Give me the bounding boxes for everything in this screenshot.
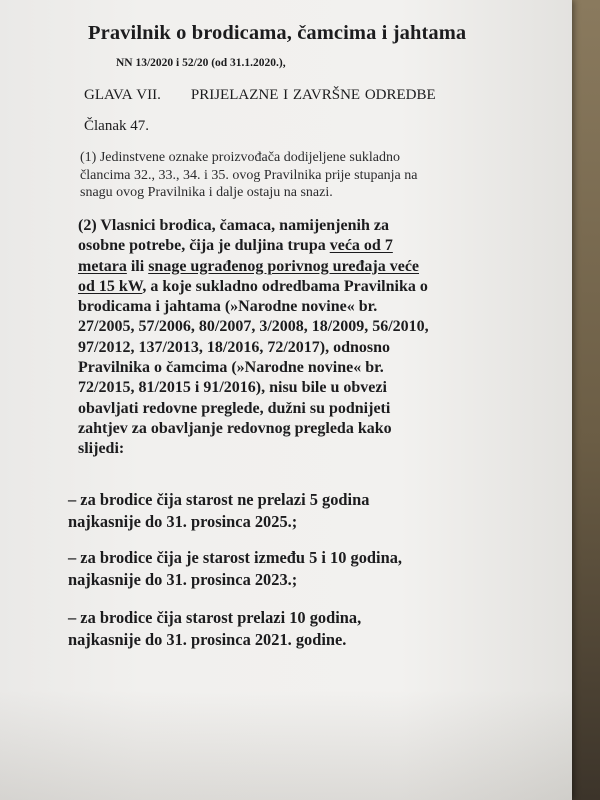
paragraph-2-line: 27/2005, 57/2006, 80/2007, 3/2008, 18/2009, 56/2010,: [78, 318, 429, 336]
list-item-line: – za brodice čija starost ne prelazi 5 godina: [68, 490, 370, 509]
list-item-deadline-2025: [68, 489, 508, 533]
paragraph-2-line: [78, 277, 508, 297]
paragraph-2-line: (2) Vlasnici brodica, čamaca, namijenjenih za: [78, 217, 389, 234]
list-item-line: najkasnije do 31. prosinca 2023.;: [68, 570, 298, 589]
paragraph-2-text: , a koje sukladno odredbama Pravilnika o: [142, 277, 428, 295]
list-item-deadline-2023: [68, 547, 508, 591]
underlined-length-condition: veća od 7: [329, 237, 393, 255]
paragraph-2-line: slijedi:: [78, 440, 125, 458]
chapter-title: PRIJELAZNE I ZAVRŠNE ODREDBE: [190, 87, 436, 103]
list-item-line: najkasnije do 31. prosinca 2025.;: [68, 512, 298, 531]
paragraph-2-text: ili: [126, 257, 149, 275]
paragraph-2-line: brodicama i jahtama (»Narodne novine« br.: [78, 298, 378, 316]
paragraph-2-line: 72/2015, 81/2015 i 91/2016), nisu bile u obvezi: [78, 379, 387, 397]
underlined-power-value: od 15 kW: [78, 277, 143, 295]
paragraph-1: [80, 149, 500, 202]
paragraph-1-line: snagu ovog Pravilnika i dalje ostaju na snazi.: [80, 185, 333, 200]
paragraph-2-line: [78, 257, 508, 277]
paragraph-2-line: obavljati redovne preglede, dužni su podnijeti: [78, 399, 391, 417]
chapter-number: GLAVA VII.: [84, 87, 161, 103]
underlined-power-condition: snage ugrađenog porivnog uređaja veće: [148, 257, 420, 275]
paragraph-2-line: zahtjev za obavljanje redovnog pregleda kako: [78, 419, 392, 437]
list-item-line: – za brodice čija je starost između 5 i 10 godina,: [68, 548, 403, 567]
paragraph-2-line: Pravilnika o čamcima (»Narodne novine« br.: [78, 359, 384, 377]
document-title: Pravilnik o brodicama, čamcima i jahtama: [88, 22, 467, 44]
paragraph-2: [78, 216, 508, 460]
underlined-length-unit: metara: [78, 257, 127, 275]
paragraph-1-line: člancima 32., 33., 34. i 35. ovog Pravilnika prije stupanja na: [80, 167, 418, 183]
paragraph-2-text: osobne potrebe, čija je duljina trupa: [78, 237, 330, 255]
list-item-deadline-2021: [68, 607, 508, 651]
list-item-line: najkasnije do 31. prosinca 2021. godine.: [68, 630, 347, 649]
gazette-reference: NN 13/2020 i 52/20 (od 31.1.2020.),: [116, 57, 286, 69]
paragraph-2-line: 97/2012, 137/2013, 18/2016, 72/2017), odnosno: [78, 338, 391, 356]
paragraph-2-line: [78, 236, 508, 256]
list-item-line: – za brodice čija starost prelazi 10 godina,: [68, 608, 362, 627]
chapter-heading: [84, 87, 436, 104]
paragraph-1-line: (1) Jedinstvene oznake proizvođača dodijeljene sukladno: [80, 150, 400, 165]
article-heading: Članak 47.: [84, 118, 149, 134]
